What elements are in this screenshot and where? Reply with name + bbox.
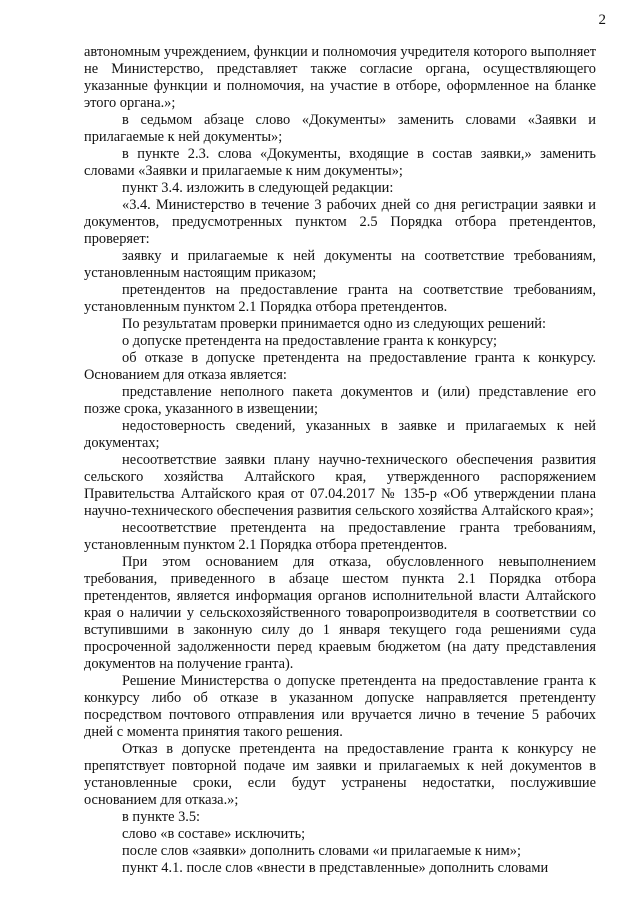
paragraph: автономным учреждением, функции и полномочия учредителя которого выполняет не Министерство, представляет также согласие органа, осуществляющего указанные функции и полномочия, на участие в отборе, оформленное на бланке этого органа.»; [84,44,596,111]
paragraph: в седьмом абзаце слово «Документы» заменить словами «Заявки и прилагаемые к ней документы»; [84,112,596,145]
paragraph: пункт 4.1. после слов «внести в представленные» дополнить словами [122,860,549,876]
paragraph: пункт 3.4. изложить в следующей редакции: [122,180,394,196]
paragraph: после слов «заявки» дополнить словами «и прилагаемые к ним»; [122,843,521,859]
paragraph: При этом основанием для отказа, обусловленного невыполнением требования, приведенного в абзаце шестом пункта 2.1 Порядка отбора претендентов, является информация органов исполнительной власти Алтайского края о наличии у сельскохозяйственного товаропроизводителя в соответствии со вступившими в законную силу до 1 января текущего года решениями суда просроченной задолженности перед краевым бюджетом (на дату представления документов на получение гранта). [84,554,596,672]
paragraph: претендентов на предоставление гранта на соответствие требованиям, установленным пунктом 2.1 Порядка отбора претендентов. [84,282,596,315]
paragraph: в пункте 2.3. слова «Документы, входящие в состав заявки,» заменить словами «Заявки и прилагаемые к ним документы»; [84,146,596,179]
paragraph: об отказе в допуске претендента на предоставление гранта к конкурсу. Основанием для отказа является: [84,350,596,383]
paragraph: По результатам проверки принимается одно из следующих решений: [122,316,546,332]
paragraph: в пункте 3.5: [122,809,201,825]
paragraph: несоответствие заявки плану научно-технического обеспечения развития сельского хозяйства Алтайского края, утвержденного распоряжением Правительства Алтайского края от 07.04.2017 № 135-р «Об утверждении плана научно-технического обеспечения развития сельского хозяйства Алтайского края»; [84,452,596,519]
paragraph: недостоверность сведений, указанных в заявке и прилагаемых к ней документах; [84,418,596,451]
paragraph: заявку и прилагаемые к ней документы на соответствие требованиям, установленным настоящим приказом; [84,248,596,281]
paragraph: представление неполного пакета документов и (или) представление его позже срока, указанного в извещении; [84,384,596,417]
paragraph: «3.4. Министерство в течение 3 рабочих дней со дня регистрации заявки и документов, предусмотренных пунктом 2.5 Порядка отбора претендентов, проверяет: [84,197,596,247]
page-number: 2 [598,12,606,28]
paragraph: несоответствие претендента на предоставление гранта требованиям, установленным пунктом 2.1 Порядка отбора претендентов. [84,520,596,553]
paragraph: Отказ в допуске претендента на предоставление гранта к конкурсу не препятствует повторной подаче им заявки и прилагаемых к ней документов в установленные сроки, если будут устранены недостатки, послужившие основанием для отказа.»; [84,741,596,808]
paragraph: Решение Министерства о допуске претендента на предоставление гранта к конкурсу либо об отказе в указанном допуске направляется претенденту посредством почтового отправления или вручается лично в течение 5 рабочих дней с момента принятия такого решения. [84,673,596,740]
paragraph: слово «в составе» исключить; [122,826,306,842]
paragraph: о допуске претендента на предоставление гранта к конкурсу; [122,333,497,349]
document-body [84,44,596,877]
